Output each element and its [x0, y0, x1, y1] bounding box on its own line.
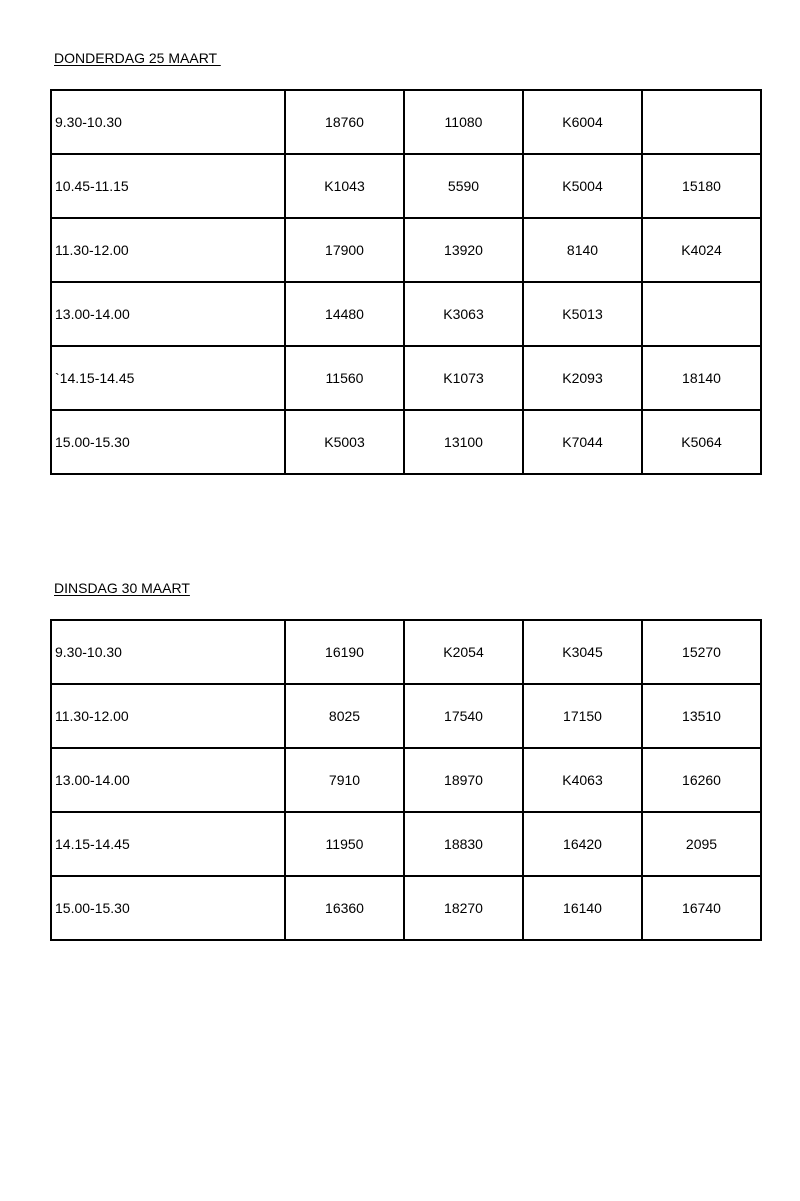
course-code-cell [642, 282, 761, 346]
time-slot-cell: 13.00-14.00 [51, 748, 285, 812]
time-slot-cell: 9.30-10.30 [51, 90, 285, 154]
course-code-cell: 16140 [523, 876, 642, 940]
table-row [51, 410, 761, 474]
table-row [51, 812, 761, 876]
course-code-cell: 18140 [642, 346, 761, 410]
course-code-cell [642, 90, 761, 154]
course-code-cell: K7044 [523, 410, 642, 474]
course-code-cell: K4063 [523, 748, 642, 812]
course-code-cell: 16360 [285, 876, 404, 940]
course-code-cell: K2054 [404, 620, 523, 684]
course-code-cell: 11950 [285, 812, 404, 876]
course-code-cell: 8140 [523, 218, 642, 282]
table-row [51, 90, 761, 154]
course-code-cell: 8025 [285, 684, 404, 748]
course-code-cell: 16740 [642, 876, 761, 940]
course-code-cell: 14480 [285, 282, 404, 346]
table-row [51, 154, 761, 218]
time-slot-cell: 9.30-10.30 [51, 620, 285, 684]
course-code-cell: K3045 [523, 620, 642, 684]
time-slot-cell: 11.30-12.00 [51, 218, 285, 282]
table-row [51, 620, 761, 684]
table-row [51, 748, 761, 812]
schedule-table-dinsdag [50, 619, 762, 941]
course-code-cell: 11080 [404, 90, 523, 154]
course-code-cell: 18760 [285, 90, 404, 154]
table-row [51, 346, 761, 410]
course-code-cell: K1073 [404, 346, 523, 410]
course-code-cell: 16190 [285, 620, 404, 684]
course-code-cell: 2095 [642, 812, 761, 876]
course-code-cell: 17150 [523, 684, 642, 748]
course-code-cell: 16420 [523, 812, 642, 876]
course-code-cell: 5590 [404, 154, 523, 218]
course-code-cell: K3063 [404, 282, 523, 346]
table-row [51, 876, 761, 940]
course-code-cell: K5013 [523, 282, 642, 346]
course-code-cell: 11560 [285, 346, 404, 410]
section-title-dinsdag: DINSDAG 30 MAART [54, 580, 190, 596]
course-code-cell: 13100 [404, 410, 523, 474]
time-slot-cell: `14.15-14.45 [51, 346, 285, 410]
course-code-cell: K2093 [523, 346, 642, 410]
course-code-cell: K5004 [523, 154, 642, 218]
course-code-cell: K1043 [285, 154, 404, 218]
time-slot-cell: 15.00-15.30 [51, 876, 285, 940]
table-row [51, 282, 761, 346]
schedule-table-donderdag [50, 89, 762, 475]
course-code-cell: 13920 [404, 218, 523, 282]
course-code-cell: 17540 [404, 684, 523, 748]
time-slot-cell: 14.15-14.45 [51, 812, 285, 876]
course-code-cell: K6004 [523, 90, 642, 154]
course-code-cell: 13510 [642, 684, 761, 748]
table-row [51, 684, 761, 748]
course-code-cell: 7910 [285, 748, 404, 812]
time-slot-cell: 13.00-14.00 [51, 282, 285, 346]
course-code-cell: 18970 [404, 748, 523, 812]
course-code-cell: 15180 [642, 154, 761, 218]
course-code-cell: 17900 [285, 218, 404, 282]
section-title-donderdag: DONDERDAG 25 MAART [54, 50, 221, 66]
course-code-cell: 16260 [642, 748, 761, 812]
course-code-cell: 18270 [404, 876, 523, 940]
course-code-cell: K5064 [642, 410, 761, 474]
time-slot-cell: 11.30-12.00 [51, 684, 285, 748]
course-code-cell: 15270 [642, 620, 761, 684]
course-code-cell: K5003 [285, 410, 404, 474]
course-code-cell: K4024 [642, 218, 761, 282]
time-slot-cell: 15.00-15.30 [51, 410, 285, 474]
time-slot-cell: 10.45-11.15 [51, 154, 285, 218]
course-code-cell: 18830 [404, 812, 523, 876]
table-row [51, 218, 761, 282]
